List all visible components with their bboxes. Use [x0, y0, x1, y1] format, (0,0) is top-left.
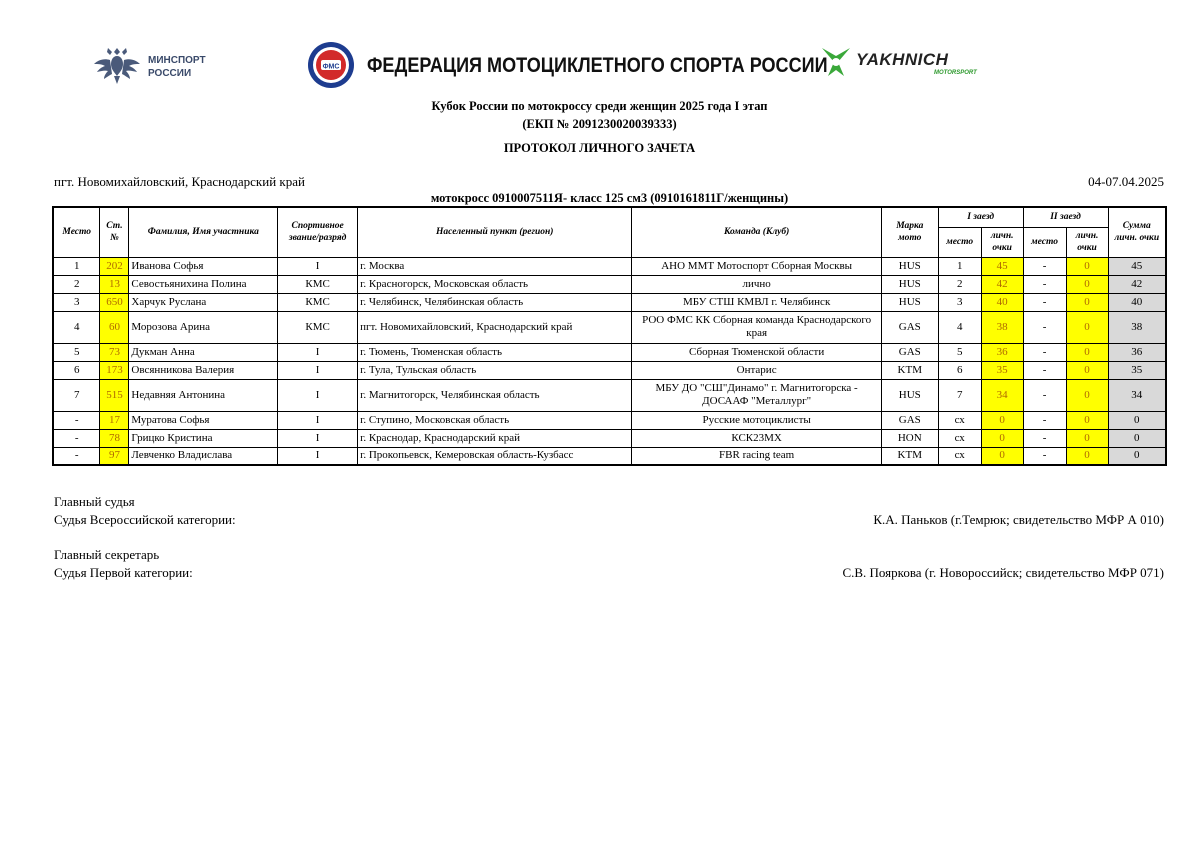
minsport-line1: МИНСПОРТ — [148, 55, 206, 66]
cell-race1-place: 6 — [938, 361, 981, 379]
cell-sum: 36 — [1108, 343, 1166, 361]
cell-team: МБУ СТШ КМВЛ г. Челябинск — [632, 293, 881, 311]
cell-race1-points: 38 — [981, 311, 1023, 343]
cell-team: РОО ФМС КК Сборная команда Краснодарского края — [632, 311, 881, 343]
cell-city: г. Краснодар, Краснодарский край — [358, 429, 632, 447]
eagle-icon — [90, 42, 144, 90]
col-city: Населенный пункт (регион) — [358, 207, 632, 257]
cell-moto: GAS — [881, 311, 938, 343]
cell-team: лично — [632, 275, 881, 293]
cell-race1-points: 36 — [981, 343, 1023, 361]
col-race2: II заезд — [1023, 207, 1108, 227]
cell-rank: I — [278, 257, 358, 275]
cell-rank: I — [278, 361, 358, 379]
cell-name: Левченко Владислава — [129, 447, 278, 465]
cell-name: Морозова Арина — [129, 311, 278, 343]
cell-race1-place: 7 — [938, 379, 981, 411]
cell-place: - — [53, 447, 100, 465]
cell-race2-place: - — [1023, 343, 1066, 361]
cell-moto: GAS — [881, 343, 938, 361]
table-row — [53, 275, 1166, 293]
cell-race2-place: - — [1023, 379, 1066, 411]
sponsor-sub: MOTORSPORT — [934, 70, 977, 76]
cell-rank: I — [278, 411, 358, 429]
sponsor-logo — [818, 44, 988, 88]
col-rank: Спортивное звание/разряд — [278, 207, 358, 257]
cell-race1-points: 0 — [981, 429, 1023, 447]
cell-place: - — [53, 429, 100, 447]
doc-ekp: (ЕКП № 2091230020039333) — [522, 117, 677, 131]
table-row — [53, 293, 1166, 311]
col-start-no: Ст. № — [100, 207, 129, 257]
cell-race2-place: - — [1023, 257, 1066, 275]
cell-race2-place: - — [1023, 361, 1066, 379]
cell-place: 1 — [53, 257, 100, 275]
cell-race2-points: 0 — [1066, 257, 1108, 275]
cell-start-no: 73 — [100, 343, 129, 361]
cell-rank: I — [278, 429, 358, 447]
cell-name: Грицко Кристина — [129, 429, 278, 447]
cell-rank: I — [278, 379, 358, 411]
cell-race2-points: 0 — [1066, 361, 1108, 379]
cell-place: 6 — [53, 361, 100, 379]
cell-race2-place: - — [1023, 275, 1066, 293]
federation-logo — [305, 40, 828, 90]
cell-race1-place: 5 — [938, 343, 981, 361]
col-race1: I заезд — [938, 207, 1023, 227]
cell-start-no: 78 — [100, 429, 129, 447]
cell-moto: HUS — [881, 379, 938, 411]
col-race2-points: личн. очки — [1066, 227, 1108, 257]
cell-moto: KTM — [881, 361, 938, 379]
cell-race1-place: 2 — [938, 275, 981, 293]
cell-place: 2 — [53, 275, 100, 293]
cell-race1-place: сх — [938, 447, 981, 465]
race-class: мотокросс 0910007511Я- класс 125 см3 (0910161811Г/женщины) — [430, 191, 789, 205]
cell-sum: 45 — [1108, 257, 1166, 275]
table-row — [53, 361, 1166, 379]
table-row — [53, 379, 1166, 411]
cell-race2-points: 0 — [1066, 447, 1108, 465]
cell-start-no: 60 — [100, 311, 129, 343]
cell-race1-points: 42 — [981, 275, 1023, 293]
cell-city: г. Магнитогорск, Челябинская область — [358, 379, 632, 411]
cell-city: г. Тюмень, Тюменская область — [358, 343, 632, 361]
judge-name: К.А. Паньков (г.Темрюк; свидетельство МФР А 010) — [873, 512, 1164, 527]
cell-place: 7 — [53, 379, 100, 411]
cell-sum: 40 — [1108, 293, 1166, 311]
cell-rank: КМС — [278, 311, 358, 343]
cell-rank: КМС — [278, 275, 358, 293]
cell-race2-place: - — [1023, 429, 1066, 447]
cell-city: г. Тула, Тульская область — [358, 361, 632, 379]
secretary-name: С.В. Пояркова (г. Новороссийск; свидетельство МФР 071) — [842, 565, 1164, 580]
cell-sum: 0 — [1108, 447, 1166, 465]
secretary-title: Главный секретарь — [54, 547, 160, 562]
cell-team: Русские мотоциклисты — [632, 411, 881, 429]
federation-emblem-icon — [305, 40, 357, 90]
cell-race2-points: 0 — [1066, 343, 1108, 361]
federation-name: ФЕДЕРАЦИЯ МОТОЦИКЛЕТНОГО СПОРТА РОССИИ — [367, 54, 828, 77]
cell-start-no: 17 — [100, 411, 129, 429]
cell-race2-points: 0 — [1066, 311, 1108, 343]
cell-race2-points: 0 — [1066, 275, 1108, 293]
protocol-title: ПРОТОКОЛ ЛИЧНОГО ЗАЧЕТА — [503, 141, 696, 155]
cell-name: Харчук Руслана — [129, 293, 278, 311]
cell-name: Иванова Софья — [129, 257, 278, 275]
cell-race1-points: 40 — [981, 293, 1023, 311]
cell-race2-points: 0 — [1066, 429, 1108, 447]
table-row — [53, 257, 1166, 275]
cell-place: 4 — [53, 311, 100, 343]
col-team: Команда (Клуб) — [632, 207, 881, 257]
cell-race1-place: сх — [938, 429, 981, 447]
secretary-category: Судья Первой категории: — [54, 565, 193, 580]
cell-name: Дукман Анна — [129, 343, 278, 361]
table-row — [53, 429, 1166, 447]
cell-team: АНО ММТ Мотоспорт Сборная Москвы — [632, 257, 881, 275]
cell-rank: КМС — [278, 293, 358, 311]
cell-start-no: 650 — [100, 293, 129, 311]
cell-team: КСК23МХ — [632, 429, 881, 447]
cell-city: г. Красногорск, Московская область — [358, 275, 632, 293]
cell-race2-points: 0 — [1066, 411, 1108, 429]
cell-team: FBR racing team — [632, 447, 881, 465]
cell-moto: HUS — [881, 293, 938, 311]
cell-moto: KTM — [881, 447, 938, 465]
cell-race2-points: 0 — [1066, 293, 1108, 311]
results-body — [53, 257, 1166, 465]
col-race1-points: личн. очки — [981, 227, 1023, 257]
col-race1-place: место — [938, 227, 981, 257]
col-race2-place: место — [1023, 227, 1066, 257]
cell-city: г. Москва — [358, 257, 632, 275]
cell-moto: GAS — [881, 411, 938, 429]
cell-race1-points: 45 — [981, 257, 1023, 275]
table-row — [53, 447, 1166, 465]
cell-city: г. Ступино, Московская область — [358, 411, 632, 429]
cell-sum: 38 — [1108, 311, 1166, 343]
cell-name: Недавняя Антонина — [129, 379, 278, 411]
judge-category: Судья Всероссийской категории: — [54, 512, 236, 527]
judge-title: Главный судья — [54, 494, 135, 509]
cell-sum: 35 — [1108, 361, 1166, 379]
cell-race1-points: 0 — [981, 447, 1023, 465]
cell-sum: 34 — [1108, 379, 1166, 411]
cell-race1-place: 4 — [938, 311, 981, 343]
results-table — [52, 206, 1167, 466]
minsport-line2: РОССИИ — [148, 68, 192, 79]
cell-sum: 0 — [1108, 429, 1166, 447]
col-name: Фамилия, Имя участника — [129, 207, 278, 257]
cell-city: г. Прокопьевск, Кемеровская область-Кузбасс — [358, 447, 632, 465]
sponsor-emblem-icon — [818, 44, 854, 80]
col-sum: Сумма личн. очки — [1108, 207, 1166, 257]
cell-sum: 0 — [1108, 411, 1166, 429]
cell-moto: HON — [881, 429, 938, 447]
venue: пгт. Новомихайловский, Краснодарский край — [54, 174, 305, 189]
cell-race1-place: сх — [938, 411, 981, 429]
svg-text:ФМС: ФМС — [322, 63, 340, 71]
cell-race2-place: - — [1023, 447, 1066, 465]
cell-place: 3 — [53, 293, 100, 311]
cell-race2-place: - — [1023, 293, 1066, 311]
table-row — [53, 343, 1166, 361]
cell-name: Севостьянихина Полина — [129, 275, 278, 293]
cell-start-no: 97 — [100, 447, 129, 465]
cell-team: Онтарис — [632, 361, 881, 379]
sponsor-name: YAKHNICH — [856, 50, 949, 69]
table-row — [53, 411, 1166, 429]
cell-place: 5 — [53, 343, 100, 361]
cell-team: Сборная Тюменской области — [632, 343, 881, 361]
cell-city: пгт. Новомихайловский, Краснодарский край — [358, 311, 632, 343]
cell-rank: I — [278, 447, 358, 465]
logo-bar — [0, 38, 1199, 98]
table-row — [53, 311, 1166, 343]
event-date: 04-07.04.2025 — [1088, 174, 1164, 189]
cell-race1-place: 3 — [938, 293, 981, 311]
cell-name: Овсянникова Валерия — [129, 361, 278, 379]
minsport-logo — [90, 42, 230, 90]
cell-moto: HUS — [881, 275, 938, 293]
cell-sum: 42 — [1108, 275, 1166, 293]
cell-moto: HUS — [881, 257, 938, 275]
cell-start-no: 202 — [100, 257, 129, 275]
cell-race1-points: 35 — [981, 361, 1023, 379]
doc-title: Кубок России по мотокроссу среди женщин 2025 года I этап — [431, 99, 768, 113]
cell-race1-points: 34 — [981, 379, 1023, 411]
cell-race1-points: 0 — [981, 411, 1023, 429]
cell-place: - — [53, 411, 100, 429]
col-place: Место — [53, 207, 100, 257]
cell-team: МБУ ДО "СШ"Динамо" г. Магнитогорска - ДОСААФ "Металлург" — [632, 379, 881, 411]
cell-rank: I — [278, 343, 358, 361]
cell-start-no: 515 — [100, 379, 129, 411]
col-moto: Марка мото — [881, 207, 938, 257]
cell-city: г. Челябинск, Челябинская область — [358, 293, 632, 311]
cell-start-no: 13 — [100, 275, 129, 293]
cell-start-no: 173 — [100, 361, 129, 379]
cell-race2-points: 0 — [1066, 379, 1108, 411]
cell-race2-place: - — [1023, 411, 1066, 429]
cell-name: Муратова Софья — [129, 411, 278, 429]
cell-race1-place: 1 — [938, 257, 981, 275]
cell-race2-place: - — [1023, 311, 1066, 343]
